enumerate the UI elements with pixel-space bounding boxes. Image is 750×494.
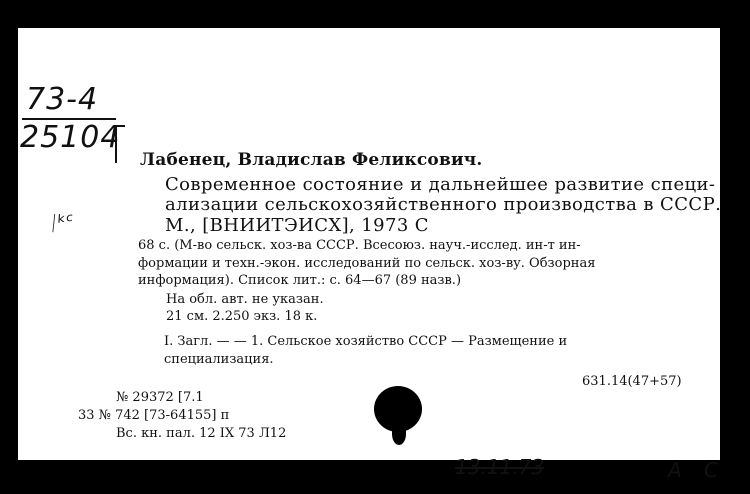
catalog-card: [18, 28, 727, 482]
shelfmark-bracket: [115, 125, 125, 163]
margin-scribble: ᛁᵏᶜ: [44, 208, 76, 236]
registry-line-3: Вс. кн. пал. 12 IX 73 Л12: [116, 426, 287, 441]
title-line-2: ализации сельскохозяйственного производства в СССР.: [165, 194, 722, 215]
udc-code: 631.14(47+57): [582, 374, 682, 389]
description-line-1: 68 с. (М-во сельск. хоз-ва СССР. Всесоюз. науч.-исслед. ин-т ин-: [138, 238, 581, 253]
punch-hole-tail: [392, 423, 406, 445]
title-line-1: Современное состояние и дальнейшее развитие специ-: [165, 174, 716, 195]
shelfmark-top: 73-4: [26, 82, 99, 117]
handwritten-initials: А С: [668, 458, 727, 482]
imprint-line: М., [ВНИИТЭИСХ], 1973 С: [165, 215, 429, 236]
subjects-line-2: специализация.: [164, 352, 274, 367]
format-line: 21 см. 2.250 экз. 18 к.: [166, 309, 318, 324]
subjects-line-1: I. Загл. — — 1. Сельское хозяйство СССР — Размещение и: [164, 334, 568, 349]
registry-line-2: 33 № 742 [73-64155] п: [78, 408, 230, 423]
registry-line-1: № 29372 [7.1: [116, 390, 204, 405]
price-line: На обл. авт. не указан.: [166, 292, 324, 307]
description-line-2: формации и техн.-экон. исследований по сельск. хоз-ву. Обзорная: [138, 256, 596, 271]
author-heading: Лабенец, Владислав Феликсович.: [140, 150, 483, 170]
handwritten-date: 13.11.73: [455, 455, 545, 479]
shelfmark-bottom: 25104: [20, 120, 121, 155]
description-line-3: информация). Список лит.: с. 64—67 (89 назв.): [138, 273, 462, 288]
